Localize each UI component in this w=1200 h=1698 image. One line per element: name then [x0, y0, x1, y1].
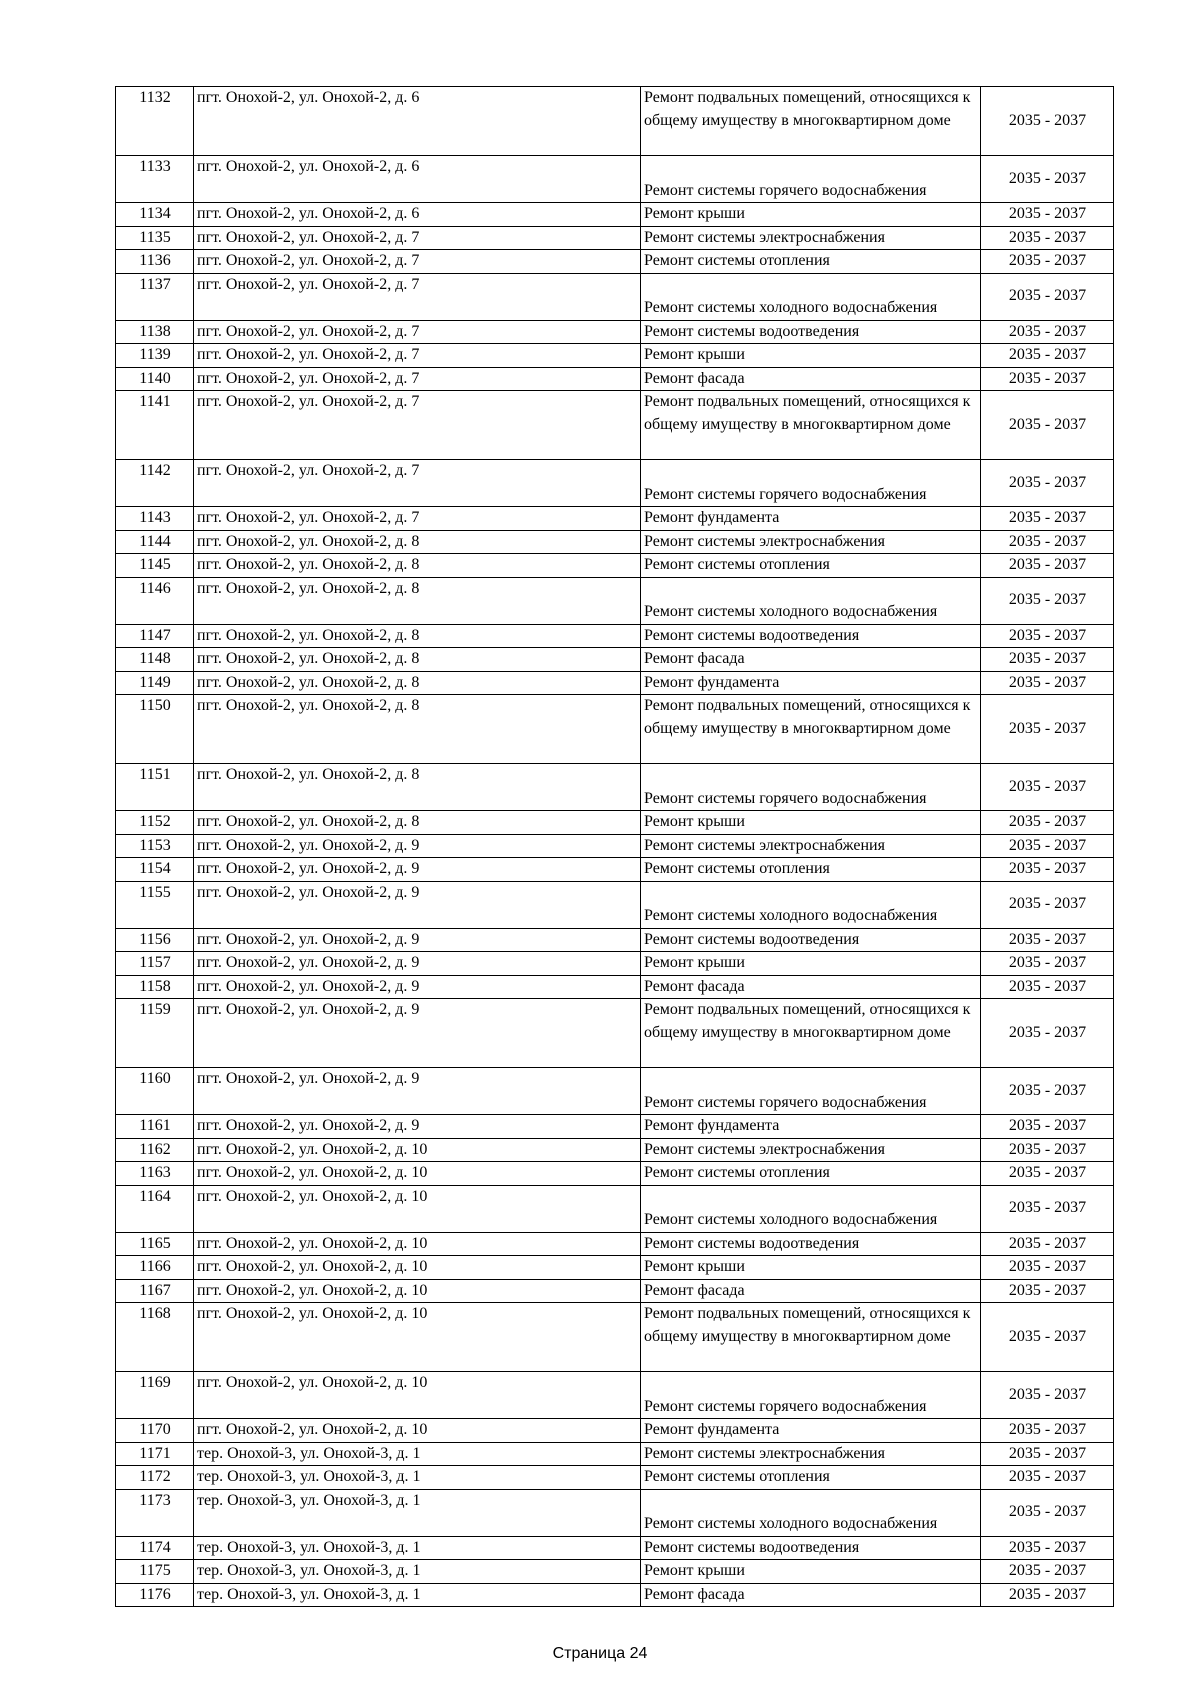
- row-number-cell: 1143: [116, 507, 194, 531]
- address-cell: пгт. Онохой-2, ул. Онохой-2, д. 9: [194, 858, 641, 882]
- period-cell: 2035 - 2037: [981, 87, 1114, 156]
- work-type-cell: Ремонт фасада: [641, 975, 981, 999]
- work-type-cell: Ремонт системы горячего водоснабжения: [641, 764, 981, 811]
- row-number-cell: 1155: [116, 881, 194, 928]
- row-number-cell: 1139: [116, 344, 194, 368]
- table-body: [116, 87, 1114, 1607]
- address-cell: пгт. Онохой-2, ул. Онохой-2, д. 8: [194, 577, 641, 624]
- row-number-cell: 1136: [116, 250, 194, 274]
- table-row: [116, 881, 1114, 928]
- address-cell: пгт. Онохой-2, ул. Онохой-2, д. 8: [194, 695, 641, 764]
- work-type-cell: Ремонт системы водоотведения: [641, 928, 981, 952]
- row-number-cell: 1151: [116, 764, 194, 811]
- work-type-cell: Ремонт системы горячего водоснабжения: [641, 1372, 981, 1419]
- table-row: [116, 156, 1114, 203]
- period-cell: 2035 - 2037: [981, 834, 1114, 858]
- row-number-cell: 1173: [116, 1489, 194, 1536]
- period-cell: 2035 - 2037: [981, 695, 1114, 764]
- address-cell: тер. Онохой-3, ул. Онохой-3, д. 1: [194, 1560, 641, 1584]
- work-type-cell: Ремонт фасада: [641, 1279, 981, 1303]
- row-number-cell: 1162: [116, 1138, 194, 1162]
- table-row: [116, 250, 1114, 274]
- table-row: [116, 1138, 1114, 1162]
- row-number-cell: 1168: [116, 1303, 194, 1372]
- period-cell: 2035 - 2037: [981, 1162, 1114, 1186]
- address-cell: пгт. Онохой-2, ул. Онохой-2, д. 10: [194, 1372, 641, 1419]
- address-cell: пгт. Онохой-2, ул. Онохой-2, д. 7: [194, 226, 641, 250]
- table-row: [116, 1068, 1114, 1115]
- table-row: [116, 1232, 1114, 1256]
- period-cell: 2035 - 2037: [981, 1466, 1114, 1490]
- period-cell: 2035 - 2037: [981, 273, 1114, 320]
- work-type-cell: Ремонт фасада: [641, 367, 981, 391]
- table-row: [116, 1583, 1114, 1607]
- address-cell: пгт. Онохой-2, ул. Онохой-2, д. 8: [194, 554, 641, 578]
- period-cell: 2035 - 2037: [981, 671, 1114, 695]
- address-cell: пгт. Онохой-2, ул. Онохой-2, д. 7: [194, 273, 641, 320]
- work-type-cell: Ремонт системы водоотведения: [641, 1536, 981, 1560]
- row-number-cell: 1140: [116, 367, 194, 391]
- address-cell: пгт. Онохой-2, ул. Онохой-2, д. 10: [194, 1303, 641, 1372]
- work-type-cell: Ремонт крыши: [641, 1560, 981, 1584]
- table-row: [116, 1162, 1114, 1186]
- work-type-cell: Ремонт системы отопления: [641, 250, 981, 274]
- work-type-cell: Ремонт системы холодного водоснабжения: [641, 1489, 981, 1536]
- period-cell: 2035 - 2037: [981, 624, 1114, 648]
- table-row: [116, 1466, 1114, 1490]
- address-cell: тер. Онохой-3, ул. Онохой-3, д. 1: [194, 1489, 641, 1536]
- repair-schedule-table: [115, 86, 1114, 1607]
- address-cell: пгт. Онохой-2, ул. Онохой-2, д. 10: [194, 1256, 641, 1280]
- table-row: [116, 203, 1114, 227]
- address-cell: тер. Онохой-3, ул. Онохой-3, д. 1: [194, 1536, 641, 1560]
- table-row: [116, 999, 1114, 1068]
- table-row: [116, 554, 1114, 578]
- address-cell: пгт. Онохой-2, ул. Онохой-2, д. 9: [194, 975, 641, 999]
- period-cell: 2035 - 2037: [981, 648, 1114, 672]
- row-number-cell: 1138: [116, 320, 194, 344]
- table-row: [116, 624, 1114, 648]
- table-row: [116, 671, 1114, 695]
- address-cell: пгт. Онохой-2, ул. Онохой-2, д. 10: [194, 1279, 641, 1303]
- period-cell: 2035 - 2037: [981, 1303, 1114, 1372]
- table-row: [116, 460, 1114, 507]
- period-cell: 2035 - 2037: [981, 1232, 1114, 1256]
- address-cell: тер. Онохой-3, ул. Онохой-3, д. 1: [194, 1583, 641, 1607]
- row-number-cell: 1150: [116, 695, 194, 764]
- work-type-cell: Ремонт фундамента: [641, 507, 981, 531]
- table-row: [116, 1419, 1114, 1443]
- address-cell: пгт. Онохой-2, ул. Онохой-2, д. 9: [194, 881, 641, 928]
- address-cell: пгт. Онохой-2, ул. Онохой-2, д. 9: [194, 928, 641, 952]
- period-cell: 2035 - 2037: [981, 367, 1114, 391]
- work-type-cell: Ремонт системы холодного водоснабжения: [641, 881, 981, 928]
- work-type-cell: Ремонт системы водоотведения: [641, 1232, 981, 1256]
- table-row: [116, 344, 1114, 368]
- address-cell: пгт. Онохой-2, ул. Онохой-2, д. 9: [194, 1068, 641, 1115]
- work-type-cell: Ремонт системы отопления: [641, 858, 981, 882]
- work-type-cell: Ремонт фундамента: [641, 1115, 981, 1139]
- table-row: [116, 577, 1114, 624]
- period-cell: 2035 - 2037: [981, 975, 1114, 999]
- period-cell: 2035 - 2037: [981, 1489, 1114, 1536]
- table-row: [116, 1303, 1114, 1372]
- row-number-cell: 1161: [116, 1115, 194, 1139]
- address-cell: пгт. Онохой-2, ул. Онохой-2, д. 9: [194, 1115, 641, 1139]
- address-cell: пгт. Онохой-2, ул. Онохой-2, д. 8: [194, 811, 641, 835]
- work-type-cell: Ремонт системы электроснабжения: [641, 1442, 981, 1466]
- period-cell: 2035 - 2037: [981, 460, 1114, 507]
- row-number-cell: 1144: [116, 530, 194, 554]
- table-row: [116, 226, 1114, 250]
- work-type-cell: Ремонт подвальных помещений, относящихся к общему имуществу в многоквартирном доме: [641, 391, 981, 460]
- address-cell: пгт. Онохой-2, ул. Онохой-2, д. 8: [194, 530, 641, 554]
- table-row: [116, 811, 1114, 835]
- work-type-cell: Ремонт системы электроснабжения: [641, 834, 981, 858]
- period-cell: 2035 - 2037: [981, 1536, 1114, 1560]
- row-number-cell: 1172: [116, 1466, 194, 1490]
- work-type-cell: Ремонт фасада: [641, 1583, 981, 1607]
- row-number-cell: 1166: [116, 1256, 194, 1280]
- table-row: [116, 1442, 1114, 1466]
- table-row: [116, 928, 1114, 952]
- address-cell: пгт. Онохой-2, ул. Онохой-2, д. 7: [194, 344, 641, 368]
- row-number-cell: 1175: [116, 1560, 194, 1584]
- table-row: [116, 952, 1114, 976]
- period-cell: 2035 - 2037: [981, 952, 1114, 976]
- work-type-cell: Ремонт системы холодного водоснабжения: [641, 577, 981, 624]
- address-cell: пгт. Онохой-2, ул. Онохой-2, д. 7: [194, 460, 641, 507]
- table-row: [116, 507, 1114, 531]
- table-row: [116, 320, 1114, 344]
- row-number-cell: 1142: [116, 460, 194, 507]
- address-cell: пгт. Онохой-2, ул. Онохой-2, д. 9: [194, 834, 641, 858]
- work-type-cell: Ремонт подвальных помещений, относящихся к общему имуществу в многоквартирном доме: [641, 87, 981, 156]
- row-number-cell: 1159: [116, 999, 194, 1068]
- address-cell: тер. Онохой-3, ул. Онохой-3, д. 1: [194, 1442, 641, 1466]
- work-type-cell: Ремонт крыши: [641, 203, 981, 227]
- row-number-cell: 1145: [116, 554, 194, 578]
- address-cell: пгт. Онохой-2, ул. Онохой-2, д. 10: [194, 1232, 641, 1256]
- address-cell: пгт. Онохой-2, ул. Онохой-2, д. 8: [194, 764, 641, 811]
- address-cell: пгт. Онохой-2, ул. Онохой-2, д. 7: [194, 391, 641, 460]
- period-cell: 2035 - 2037: [981, 1068, 1114, 1115]
- address-cell: пгт. Онохой-2, ул. Онохой-2, д. 10: [194, 1419, 641, 1443]
- work-type-cell: Ремонт подвальных помещений, относящихся к общему имуществу в многоквартирном доме: [641, 999, 981, 1068]
- work-type-cell: Ремонт фундамента: [641, 1419, 981, 1443]
- period-cell: 2035 - 2037: [981, 1419, 1114, 1443]
- period-cell: 2035 - 2037: [981, 554, 1114, 578]
- address-cell: пгт. Онохой-2, ул. Онохой-2, д. 6: [194, 87, 641, 156]
- row-number-cell: 1135: [116, 226, 194, 250]
- row-number-cell: 1154: [116, 858, 194, 882]
- row-number-cell: 1164: [116, 1185, 194, 1232]
- row-number-cell: 1174: [116, 1536, 194, 1560]
- row-number-cell: 1165: [116, 1232, 194, 1256]
- period-cell: 2035 - 2037: [981, 858, 1114, 882]
- period-cell: 2035 - 2037: [981, 1115, 1114, 1139]
- address-cell: тер. Онохой-3, ул. Онохой-3, д. 1: [194, 1466, 641, 1490]
- row-number-cell: 1160: [116, 1068, 194, 1115]
- period-cell: 2035 - 2037: [981, 764, 1114, 811]
- table-row: [116, 834, 1114, 858]
- period-cell: 2035 - 2037: [981, 999, 1114, 1068]
- address-cell: пгт. Онохой-2, ул. Онохой-2, д. 10: [194, 1185, 641, 1232]
- address-cell: пгт. Онохой-2, ул. Онохой-2, д. 8: [194, 624, 641, 648]
- row-number-cell: 1134: [116, 203, 194, 227]
- work-type-cell: Ремонт крыши: [641, 952, 981, 976]
- work-type-cell: Ремонт подвальных помещений, относящихся к общему имуществу в многоквартирном доме: [641, 1303, 981, 1372]
- period-cell: 2035 - 2037: [981, 320, 1114, 344]
- table-row: [116, 695, 1114, 764]
- address-cell: пгт. Онохой-2, ул. Онохой-2, д. 8: [194, 648, 641, 672]
- period-cell: 2035 - 2037: [981, 1256, 1114, 1280]
- work-type-cell: Ремонт системы водоотведения: [641, 320, 981, 344]
- period-cell: 2035 - 2037: [981, 391, 1114, 460]
- page-number: Страница 24: [552, 1645, 648, 1662]
- address-cell: пгт. Онохой-2, ул. Онохой-2, д. 9: [194, 952, 641, 976]
- address-cell: пгт. Онохой-2, ул. Онохой-2, д. 7: [194, 507, 641, 531]
- work-type-cell: Ремонт фасада: [641, 648, 981, 672]
- address-cell: пгт. Онохой-2, ул. Онохой-2, д. 6: [194, 156, 641, 203]
- period-cell: 2035 - 2037: [981, 881, 1114, 928]
- row-number-cell: 1147: [116, 624, 194, 648]
- row-number-cell: 1171: [116, 1442, 194, 1466]
- row-number-cell: 1163: [116, 1162, 194, 1186]
- period-cell: 2035 - 2037: [981, 203, 1114, 227]
- work-type-cell: Ремонт крыши: [641, 1256, 981, 1280]
- table-row: [116, 975, 1114, 999]
- row-number-cell: 1133: [116, 156, 194, 203]
- table-row: [116, 87, 1114, 156]
- table-row: [116, 858, 1114, 882]
- row-number-cell: 1169: [116, 1372, 194, 1419]
- row-number-cell: 1156: [116, 928, 194, 952]
- table-row: [116, 1536, 1114, 1560]
- row-number-cell: 1153: [116, 834, 194, 858]
- row-number-cell: 1141: [116, 391, 194, 460]
- period-cell: 2035 - 2037: [981, 928, 1114, 952]
- work-type-cell: Ремонт системы горячего водоснабжения: [641, 1068, 981, 1115]
- table-row: [116, 367, 1114, 391]
- address-cell: пгт. Онохой-2, ул. Онохой-2, д. 9: [194, 999, 641, 1068]
- address-cell: пгт. Онохой-2, ул. Онохой-2, д. 7: [194, 320, 641, 344]
- period-cell: 2035 - 2037: [981, 226, 1114, 250]
- row-number-cell: 1149: [116, 671, 194, 695]
- table-row: [116, 764, 1114, 811]
- table-row: [116, 1279, 1114, 1303]
- work-type-cell: Ремонт системы горячего водоснабжения: [641, 460, 981, 507]
- work-type-cell: Ремонт крыши: [641, 344, 981, 368]
- row-number-cell: 1176: [116, 1583, 194, 1607]
- row-number-cell: 1146: [116, 577, 194, 624]
- row-number-cell: 1132: [116, 87, 194, 156]
- address-cell: пгт. Онохой-2, ул. Онохой-2, д. 7: [194, 250, 641, 274]
- work-type-cell: Ремонт системы электроснабжения: [641, 1138, 981, 1162]
- work-type-cell: Ремонт системы холодного водоснабжения: [641, 273, 981, 320]
- period-cell: 2035 - 2037: [981, 1185, 1114, 1232]
- work-type-cell: Ремонт системы горячего водоснабжения: [641, 156, 981, 203]
- period-cell: 2035 - 2037: [981, 1583, 1114, 1607]
- table-row: [116, 1489, 1114, 1536]
- period-cell: 2035 - 2037: [981, 250, 1114, 274]
- row-number-cell: 1152: [116, 811, 194, 835]
- address-cell: пгт. Онохой-2, ул. Онохой-2, д. 8: [194, 671, 641, 695]
- table-row: [116, 1560, 1114, 1584]
- row-number-cell: 1158: [116, 975, 194, 999]
- address-cell: пгт. Онохой-2, ул. Онохой-2, д. 6: [194, 203, 641, 227]
- table-row: [116, 1372, 1114, 1419]
- period-cell: 2035 - 2037: [981, 344, 1114, 368]
- table-row: [116, 648, 1114, 672]
- work-type-cell: Ремонт системы отопления: [641, 554, 981, 578]
- period-cell: 2035 - 2037: [981, 1560, 1114, 1584]
- period-cell: 2035 - 2037: [981, 1372, 1114, 1419]
- row-number-cell: 1148: [116, 648, 194, 672]
- period-cell: 2035 - 2037: [981, 530, 1114, 554]
- work-type-cell: Ремонт системы холодного водоснабжения: [641, 1185, 981, 1232]
- address-cell: пгт. Онохой-2, ул. Онохой-2, д. 10: [194, 1138, 641, 1162]
- period-cell: 2035 - 2037: [981, 507, 1114, 531]
- row-number-cell: 1137: [116, 273, 194, 320]
- address-cell: пгт. Онохой-2, ул. Онохой-2, д. 7: [194, 367, 641, 391]
- work-type-cell: Ремонт системы отопления: [641, 1466, 981, 1490]
- period-cell: 2035 - 2037: [981, 156, 1114, 203]
- address-cell: пгт. Онохой-2, ул. Онохой-2, д. 10: [194, 1162, 641, 1186]
- row-number-cell: 1170: [116, 1419, 194, 1443]
- row-number-cell: 1157: [116, 952, 194, 976]
- work-type-cell: Ремонт системы водоотведения: [641, 624, 981, 648]
- work-type-cell: Ремонт крыши: [641, 811, 981, 835]
- table-row: [116, 530, 1114, 554]
- table-row: [116, 1115, 1114, 1139]
- period-cell: 2035 - 2037: [981, 1279, 1114, 1303]
- work-type-cell: Ремонт подвальных помещений, относящихся к общему имуществу в многоквартирном доме: [641, 695, 981, 764]
- table-row: [116, 1256, 1114, 1280]
- work-type-cell: Ремонт системы электроснабжения: [641, 530, 981, 554]
- period-cell: 2035 - 2037: [981, 577, 1114, 624]
- table-row: [116, 391, 1114, 460]
- work-type-cell: Ремонт системы электроснабжения: [641, 226, 981, 250]
- period-cell: 2035 - 2037: [981, 1442, 1114, 1466]
- row-number-cell: 1167: [116, 1279, 194, 1303]
- period-cell: 2035 - 2037: [981, 811, 1114, 835]
- work-type-cell: Ремонт фундамента: [641, 671, 981, 695]
- work-type-cell: Ремонт системы отопления: [641, 1162, 981, 1186]
- period-cell: 2035 - 2037: [981, 1138, 1114, 1162]
- table-row: [116, 273, 1114, 320]
- table-row: [116, 1185, 1114, 1232]
